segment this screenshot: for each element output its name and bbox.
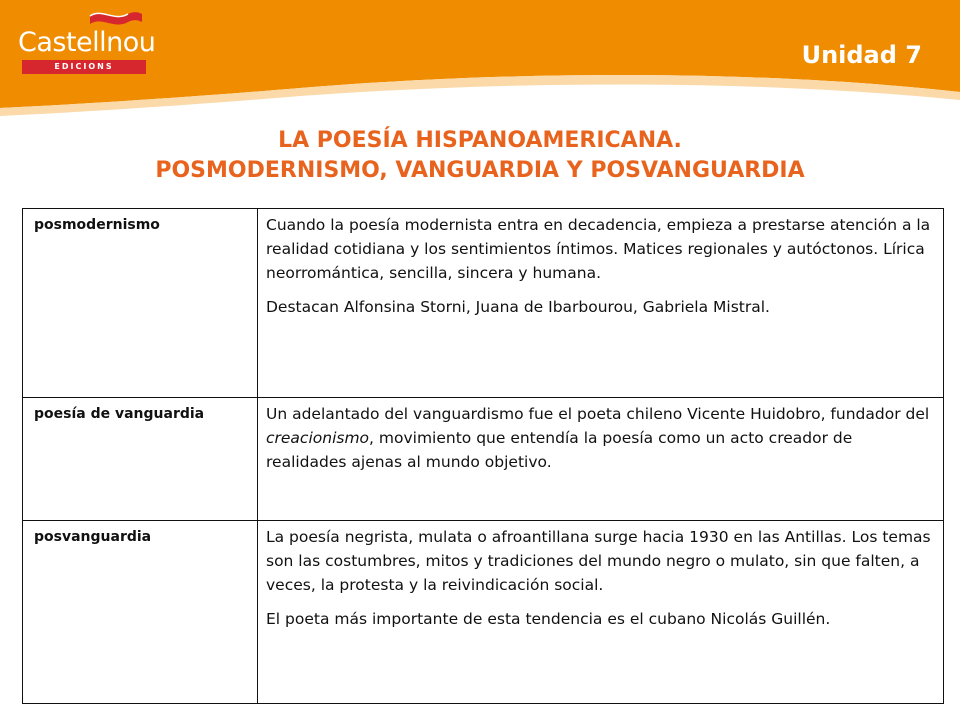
description-cell: [258, 398, 944, 521]
description-paragraph: La poesía negrista, mulata o afroantillana surge hacia 1930 en las Antillas. Los temas son las costumbres, mitos y tradiciones del mundo negro o mulato, sin que falten, a veces, la protesta y la reivindicación social.: [266, 528, 931, 594]
table-row: [23, 209, 944, 398]
description-italic-term: creacionismo: [266, 429, 370, 447]
castellnou-logo: [18, 8, 156, 74]
description-paragraph: Cuando la poesía modernista entra en decadencia, empieza a prestarse atención a la realidad cotidiana y los sentimientos íntimos. Matices regionales y autóctonos. Lírica neorromántica, sencilla, sincera y humana.: [266, 216, 931, 282]
term-cell: poesía de vanguardia: [23, 398, 258, 521]
table-row: [23, 521, 944, 704]
content-table: [22, 208, 944, 704]
term-cell: posvanguardia: [23, 521, 258, 704]
term-cell: posmodernismo: [23, 209, 258, 398]
table-row: [23, 398, 944, 521]
unit-label: Unidad 7: [801, 41, 922, 69]
page-title: [0, 126, 960, 186]
description-text: , movimiento que entendía la poesía como un acto creador de realidades ajenas al mundo objetivo.: [266, 429, 853, 471]
description-cell: [258, 209, 944, 398]
description-text: Un adelantado del vanguardismo fue el poeta chileno Vicente Huidobro, fundador del: [266, 405, 930, 423]
description-paragraph: [266, 402, 935, 474]
description-paragraph: El poeta más importante de esta tendencia es el cubano Nicolás Guillén.: [266, 610, 831, 628]
logo-wordmark: Castellnou: [18, 27, 156, 58]
page-title-line-2: POSMODERNISMO, VANGUARDIA Y POSVANGUARDIA: [155, 158, 805, 183]
page-title-line-1: LA POESÍA HISPANOAMERICANA.: [278, 128, 682, 153]
description-paragraph: Destacan Alfonsina Storni, Juana de Ibarbourou, Gabriela Mistral.: [266, 298, 770, 316]
description-cell: [258, 521, 944, 704]
logo-tagline: EDICIONS: [22, 60, 146, 74]
